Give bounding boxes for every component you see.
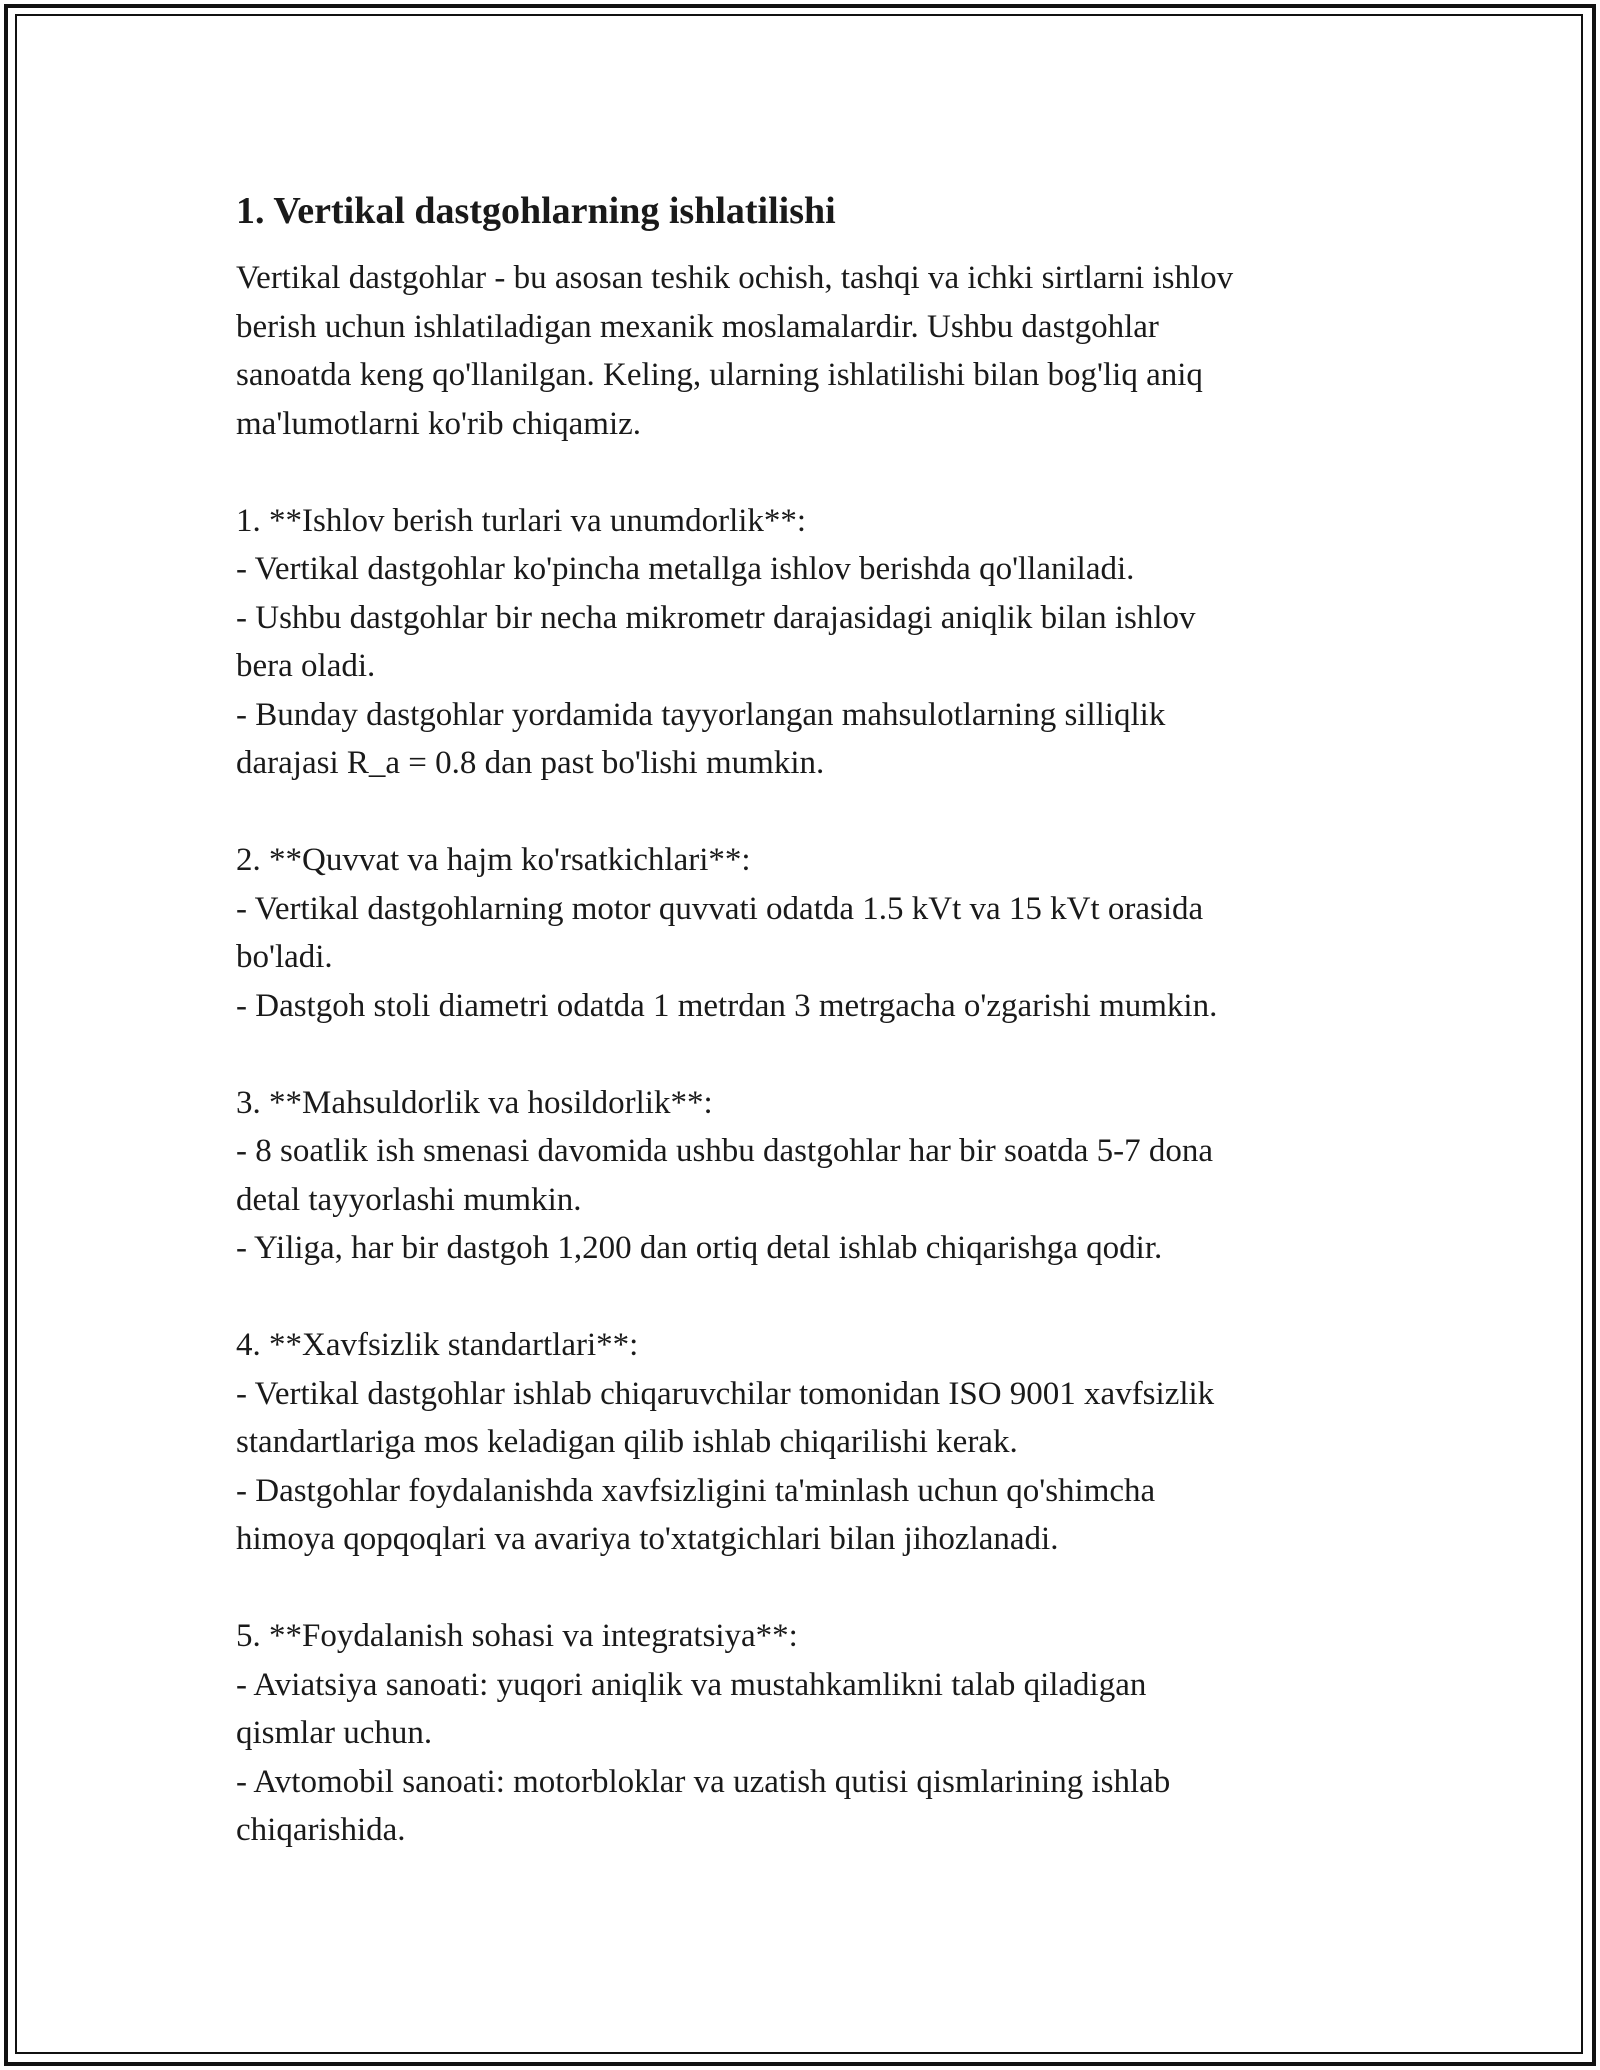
document-title: 1. Vertikal dastgohlarning ishlatilishi bbox=[236, 190, 836, 232]
paragraph-spacer bbox=[236, 1564, 1366, 1613]
paragraph-spacer bbox=[236, 448, 1366, 497]
section-ishlov-berish: 1. **Ishlov berish turlari va unumdorlik**: - Vertikal dastgohlar ko'pincha metallga ishlov berishda qo'llaniladi. - Ushbu dastgohlar bir necha mikrometr darajasidagi aniqlik bilan ishlov bera oladi. - Bunday dastgohlar yordamida tayyorlangan mahsulotlarning silliqlik darajasi R_a = 0.8 dan past bo'lishi mumkin. bbox=[236, 502, 1196, 781]
intro-paragraph: Vertikal dastgohlar - bu asosan teshik ochish, tashqi va ichki sirtlarni ishlov berish uchun ishlatiladigan mexanik moslamalardir. Ushbu dastgohlar sanoatda keng qo'llanilgan. Keling, ularning ishlatilishi bilan bog'liq aniq ma'lumotlarni ko'rib chiqamiz. bbox=[236, 260, 1234, 442]
section-foydalanish: 5. **Foydalanish sohasi va integratsiya**: - Aviatsiya sanoati: yuqori aniqlik va mustahkamlikni talab qiladigan qismlar uchun. - Avtomobil sanoati: motorbloklar va uzatish qutisi qismlarining ishlab chiqarishida. bbox=[236, 1618, 1171, 1848]
paragraph-spacer bbox=[236, 1273, 1366, 1322]
paragraph-spacer bbox=[236, 1030, 1366, 1079]
section-quvvat-hajm: 2. **Quvvat va hajm ko'rsatkichlari**: - Vertikal dastgohlarning motor quvvati odatda 1.5 kVt va 15 kVt orasida bo'ladi. - Dastgoh stoli diametri odatda 1 metrdan 3 metrgacha o'zgarishi mumkin. bbox=[236, 842, 1218, 1024]
section-mahsuldorlik: 3. **Mahsuldorlik va hosildorlik**: - 8 soatlik ish smenasi davomida ushbu dastgohlar har bir soatda 5-7 dona detal tayyorlashi mumkin. - Yiliga, har bir dastgoh 1,200 dan ortiq detal ishlab chiqarishga qodir. bbox=[236, 1084, 1213, 1266]
paragraph-spacer bbox=[236, 788, 1366, 837]
section-xavfsizlik: 4. **Xavfsizlik standartlari**: - Vertikal dastgohlar ishlab chiqaruvchilar tomonidan ISO 9001 xavfsizlik standartlariga mos keladigan qilib ishlab chiqarilishi kerak. - Dastgohlar foydalanishda xavfsizligini ta'minlash uchun qo'shimcha himoya qopqoqlari va avariya to'xtatgichlari bilan jihozlanadi. bbox=[236, 1327, 1215, 1557]
document-body bbox=[236, 186, 1366, 1855]
